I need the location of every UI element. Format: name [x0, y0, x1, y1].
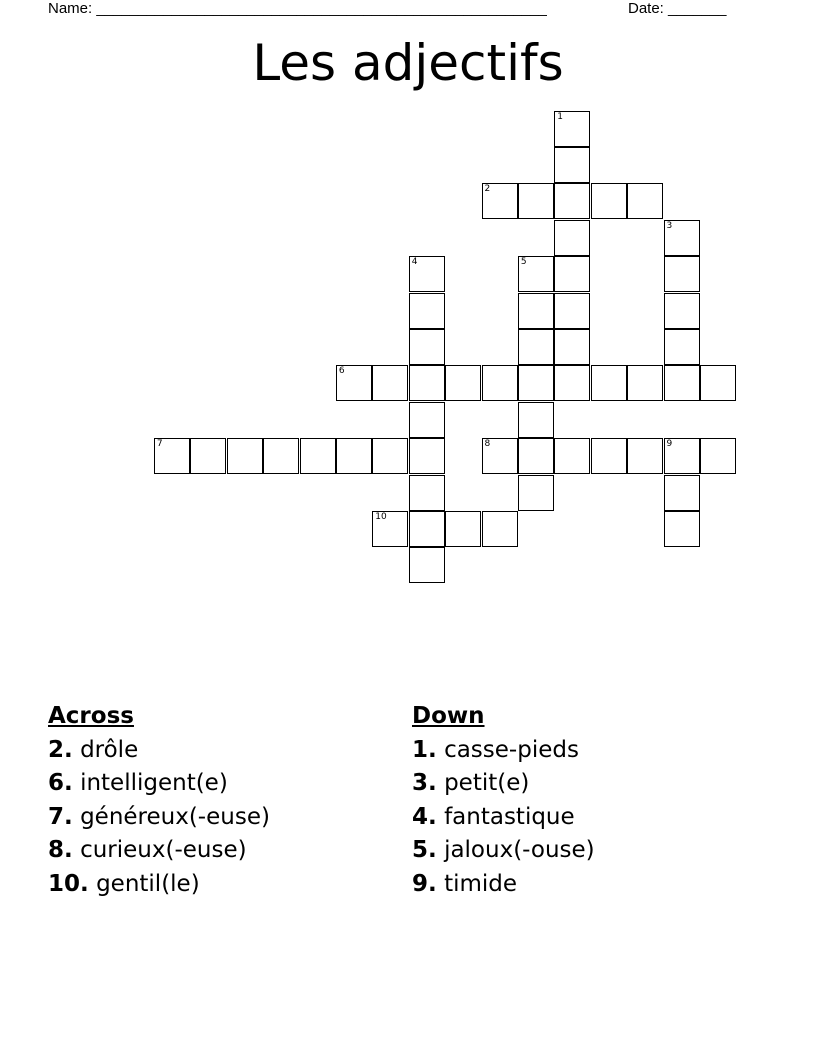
crossword-cell[interactable] — [409, 511, 445, 547]
across-clue — [48, 834, 270, 868]
across-clues — [48, 700, 270, 901]
cell-number: 1 — [557, 111, 564, 122]
crossword-cell[interactable] — [154, 438, 190, 474]
cell-number: 5 — [520, 257, 527, 268]
across-clue — [48, 801, 270, 835]
crossword-cell[interactable] — [664, 438, 700, 474]
down-heading: Down — [412, 703, 485, 729]
crossword-cell[interactable] — [409, 402, 445, 438]
date-field-label: Date: _______ — [628, 0, 727, 17]
down-clue — [412, 868, 595, 902]
across-heading: Across — [48, 703, 134, 729]
crossword-cell[interactable] — [554, 329, 590, 365]
crossword-cell[interactable] — [336, 438, 372, 474]
crossword-cell[interactable] — [518, 183, 554, 219]
crossword-cell[interactable] — [554, 220, 590, 256]
crossword-cell[interactable] — [445, 511, 481, 547]
crossword-cell[interactable] — [664, 475, 700, 511]
crossword-cell[interactable] — [409, 547, 445, 583]
crossword-cell[interactable] — [263, 438, 299, 474]
crossword-cell[interactable] — [700, 365, 736, 401]
cell-number: 2 — [484, 184, 491, 195]
clue-number: 7. — [48, 803, 73, 830]
clue-text: petit(e) — [444, 770, 530, 796]
crossword-cell[interactable] — [627, 365, 663, 401]
crossword-cell[interactable] — [482, 183, 518, 219]
clue-number: 6. — [48, 770, 73, 796]
crossword-cell[interactable] — [518, 475, 554, 511]
crossword-cell[interactable] — [664, 293, 700, 329]
cell-number: 6 — [338, 366, 345, 377]
cell-number: 10 — [375, 511, 387, 522]
crossword-cell[interactable] — [482, 438, 518, 474]
clue-text: généreux(-euse) — [80, 803, 270, 830]
crossword-cell[interactable] — [445, 365, 481, 401]
clue-number: 9. — [412, 870, 437, 897]
crossword-cell[interactable] — [482, 511, 518, 547]
clue-text: curieux(-euse) — [80, 837, 247, 863]
cell-number: 4 — [411, 257, 418, 268]
crossword-cell[interactable] — [664, 365, 700, 401]
crossword-cell[interactable] — [518, 438, 554, 474]
crossword-cell[interactable] — [372, 438, 408, 474]
cell-number: 8 — [484, 439, 491, 450]
clue-text: jaloux(-ouse) — [444, 837, 595, 863]
clue-number: 3. — [412, 770, 437, 796]
crossword-cell[interactable] — [518, 256, 554, 292]
clue-number: 5. — [412, 837, 437, 863]
down-clue — [412, 767, 595, 801]
crossword-cell[interactable] — [664, 256, 700, 292]
crossword-cell[interactable] — [554, 147, 590, 183]
across-clue — [48, 868, 270, 902]
down-clue — [412, 734, 595, 768]
crossword-cell[interactable] — [336, 365, 372, 401]
clue-number: 10. — [48, 870, 89, 897]
clue-text: intelligent(e) — [80, 770, 228, 796]
crossword-cell[interactable] — [664, 220, 700, 256]
crossword-cell[interactable] — [227, 438, 263, 474]
crossword-cell[interactable] — [518, 402, 554, 438]
cell-number: 9 — [666, 439, 673, 450]
crossword-cell[interactable] — [591, 438, 627, 474]
crossword-cell[interactable] — [409, 256, 445, 292]
clue-number: 2. — [48, 736, 73, 763]
crossword-cell[interactable] — [518, 293, 554, 329]
clue-text: drôle — [80, 736, 139, 763]
crossword-cell[interactable] — [482, 365, 518, 401]
down-clue — [412, 801, 595, 835]
crossword-cell[interactable] — [554, 256, 590, 292]
crossword-cell[interactable] — [300, 438, 336, 474]
clue-number: 1. — [412, 736, 437, 763]
crossword-cell[interactable] — [372, 365, 408, 401]
crossword-cell[interactable] — [372, 511, 408, 547]
clue-number: 8. — [48, 837, 73, 863]
crossword-cell[interactable] — [409, 329, 445, 365]
crossword-cell[interactable] — [664, 511, 700, 547]
crossword-cell[interactable] — [554, 293, 590, 329]
cell-number: 3 — [666, 220, 673, 231]
crossword-cell[interactable] — [627, 183, 663, 219]
down-clues — [412, 700, 595, 901]
crossword-cell[interactable] — [554, 438, 590, 474]
page-title: Les adjectifs — [252, 34, 564, 92]
crossword-cell[interactable] — [664, 329, 700, 365]
across-clue — [48, 734, 270, 768]
across-clue — [48, 767, 270, 801]
crossword-cell[interactable] — [554, 365, 590, 401]
crossword-cell[interactable] — [409, 365, 445, 401]
crossword-cell[interactable] — [190, 438, 226, 474]
crossword-cell[interactable] — [409, 438, 445, 474]
crossword-cell[interactable] — [409, 293, 445, 329]
crossword-cell[interactable] — [554, 183, 590, 219]
crossword-cell[interactable] — [409, 475, 445, 511]
clue-text: timide — [444, 870, 518, 897]
crossword-cell[interactable] — [518, 329, 554, 365]
clue-number: 4. — [412, 803, 437, 830]
clue-text: gentil(le) — [96, 870, 200, 897]
clue-text: casse-pieds — [444, 736, 579, 763]
name-field-label: Name: ______________________________________________________ — [48, 0, 547, 17]
clue-text: fantastique — [444, 803, 575, 830]
crossword-cell[interactable] — [627, 438, 663, 474]
crossword-cell[interactable] — [554, 111, 590, 147]
down-clue — [412, 834, 595, 868]
crossword-cell[interactable] — [700, 438, 736, 474]
cell-number: 7 — [156, 439, 163, 450]
crossword-cell[interactable] — [591, 183, 627, 219]
crossword-cell[interactable] — [591, 365, 627, 401]
crossword-cell[interactable] — [518, 365, 554, 401]
